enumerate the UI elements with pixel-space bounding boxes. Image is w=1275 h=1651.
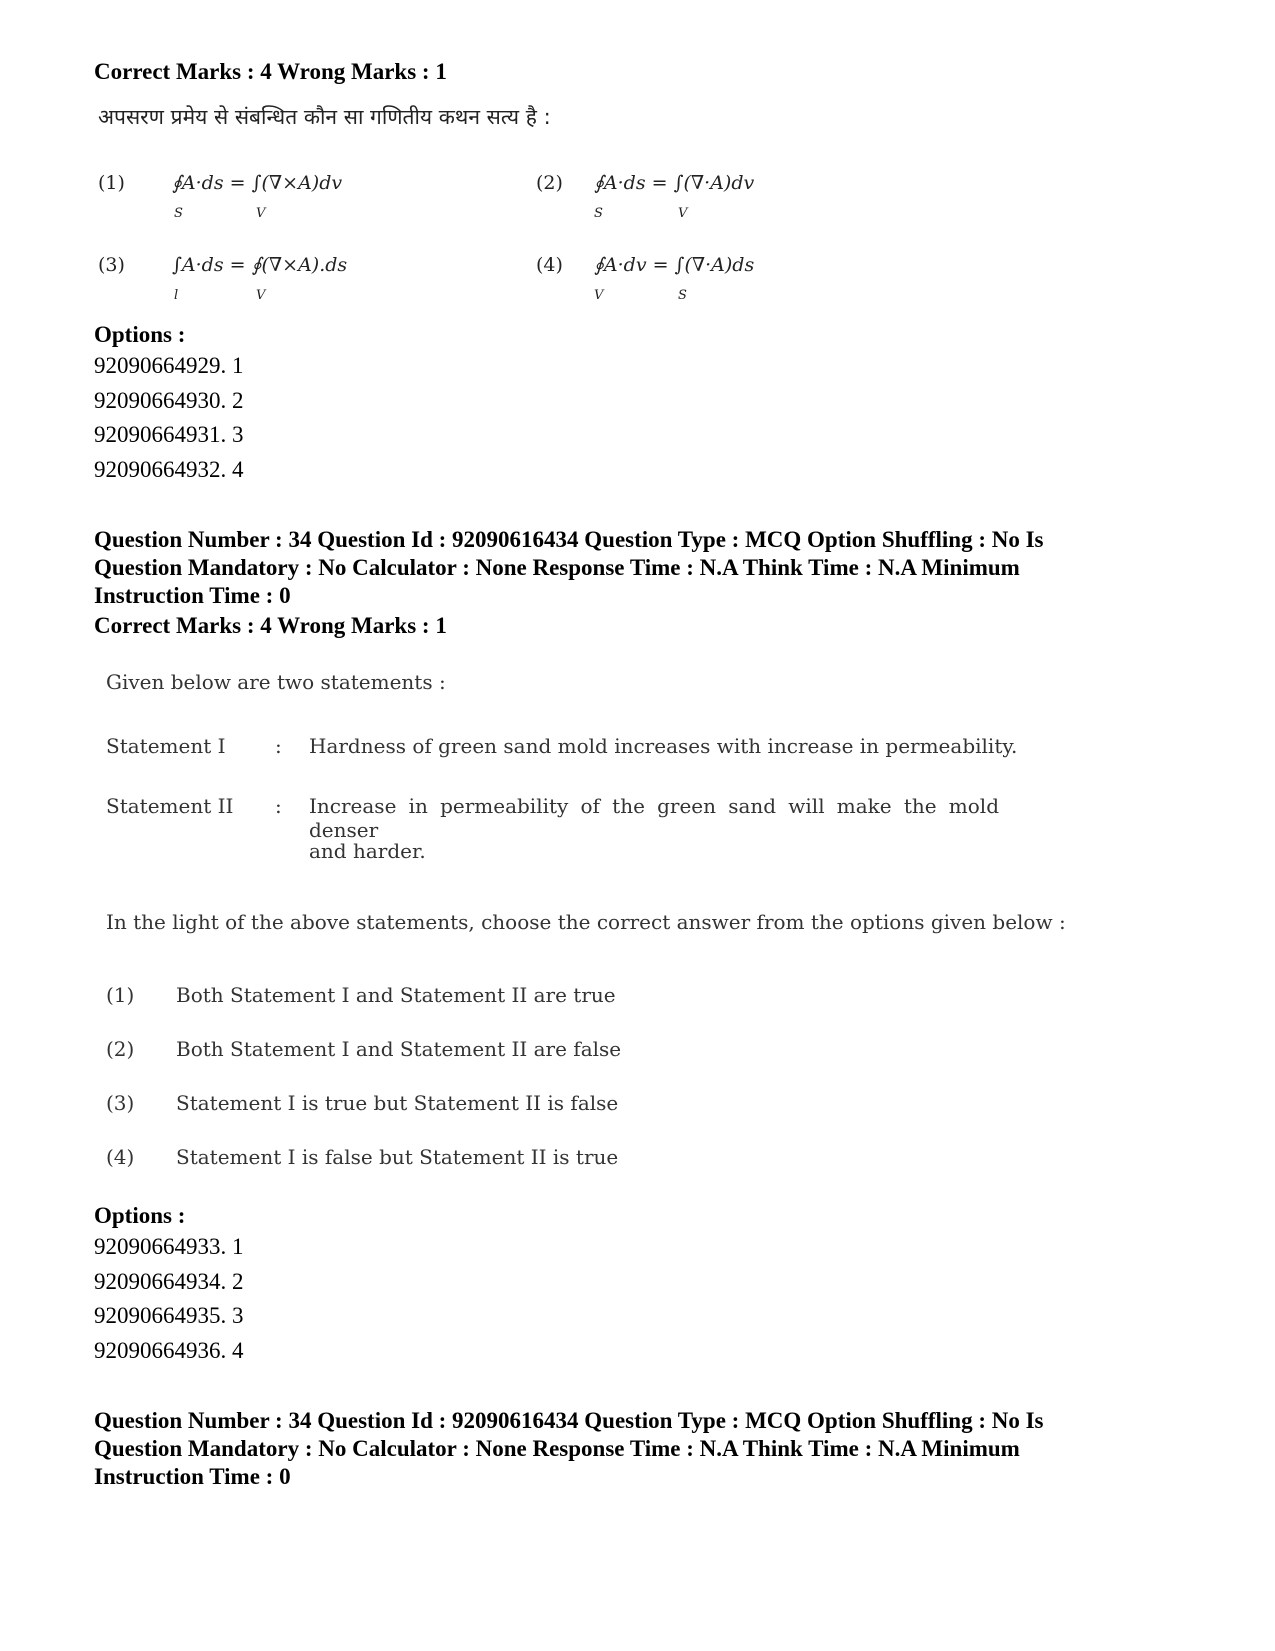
q33-formula-sub: S (594, 206, 603, 221)
q34-prompt: In the light of the above statements, choose the correct answer from the options given below : (106, 910, 1066, 934)
q34-marks-line: Correct Marks : 4 Wrong Marks : 1 (94, 613, 447, 638)
statement1-label: Statement I (106, 734, 226, 758)
q34-options-label: Options : (94, 1203, 186, 1228)
choice-text: Statement I is true but Statement II is false (176, 1091, 619, 1115)
option-item: 92090664933. 1 (94, 1234, 244, 1259)
option-item: 92090664935. 3 (94, 1303, 244, 1328)
choice-num: (1) (106, 983, 135, 1007)
q33-formula-num: (3) (98, 254, 125, 276)
q34-header-line: Question Mandatory : No Calculator : None Response Time : N.A Think Time : N.A Minimum (94, 555, 1020, 580)
q34-header-line: Question Number : 34 Question Id : 92090616434 Question Type : MCQ Option Shuffling : No Is (94, 527, 1044, 552)
option-item: 92090664936. 4 (94, 1337, 244, 1363)
option-item: 92090664932. 4 (94, 456, 244, 482)
q35-header-line: Question Mandatory : No Calculator : None Response Time : N.A Think Time : N.A Minimum (94, 1436, 1020, 1461)
q33-formula-sub: V (678, 206, 688, 221)
q33-formula-num: (1) (98, 172, 125, 194)
q33-formula-expr: ∮A·ds = ∫(∇×A)dv (172, 172, 343, 194)
option-item: 92090664930. 2 (94, 387, 244, 413)
q33-formula-sub: V (256, 206, 266, 221)
choice-num: (4) (106, 1145, 135, 1169)
choice-text: Both Statement I and Statement II are false (176, 1037, 622, 1061)
option-item: 92090664929. 1 (94, 353, 244, 378)
q35-header (94, 1407, 1194, 1491)
q34-options-list (94, 1230, 244, 1368)
q33-formula-sub: l (174, 288, 179, 303)
q33-formula-num: (2) (536, 172, 563, 194)
q33-options-label: Options : (94, 322, 186, 347)
q33-formula-sub: S (678, 288, 687, 303)
statement1-text: Hardness of green sand mold increases with increase in permeability. (309, 734, 1018, 758)
q33-question-text: अपसरण प्रमेय से संबन्धित कौन सा गणितीय कथन सत्य है : (98, 105, 551, 129)
q34-header (94, 526, 1194, 610)
q33-formula-expr: ∮A·ds = ∫(∇·A)dv (594, 172, 755, 194)
q33-formula-sub: S (174, 206, 183, 221)
q33-formula-options (94, 150, 854, 320)
choice-text: Both Statement I and Statement II are true (176, 983, 616, 1007)
option-item: 92090664934. 2 (94, 1268, 244, 1294)
statement2-colon: : (275, 794, 282, 818)
option-item: 92090664931. 3 (94, 422, 244, 447)
q35-header-line: Question Number : 34 Question Id : 92090616434 Question Type : MCQ Option Shuffling : No Is (94, 1408, 1044, 1433)
q35-header-line: Instruction Time : 0 (94, 1464, 291, 1489)
q33-formula-expr: ∫A·ds = ∮(∇×A).ds (172, 254, 348, 276)
statement2-label: Statement II (106, 794, 234, 818)
q34-intro: Given below are two statements : (106, 670, 446, 694)
q34-header-line: Instruction Time : 0 (94, 583, 291, 608)
q33-formula-sub: V (594, 288, 604, 303)
q33-options-list (94, 349, 244, 487)
statement1-colon: : (275, 734, 282, 758)
statement2-text-cont: and harder. (309, 839, 426, 863)
choice-text: Statement I is false but Statement II is true (176, 1145, 619, 1169)
q33-marks-line: Correct Marks : 4 Wrong Marks : 1 (94, 59, 447, 84)
choice-num: (3) (106, 1091, 135, 1115)
choice-num: (2) (106, 1037, 135, 1061)
q33-formula-num: (4) (536, 254, 563, 276)
q33-formula-expr: ∮A·dv = ∫(∇·A)ds (594, 254, 755, 276)
statement2-text: Increase in permeability of the green sand will make the mold denser (309, 794, 999, 842)
q33-formula-sub: V (256, 288, 266, 303)
